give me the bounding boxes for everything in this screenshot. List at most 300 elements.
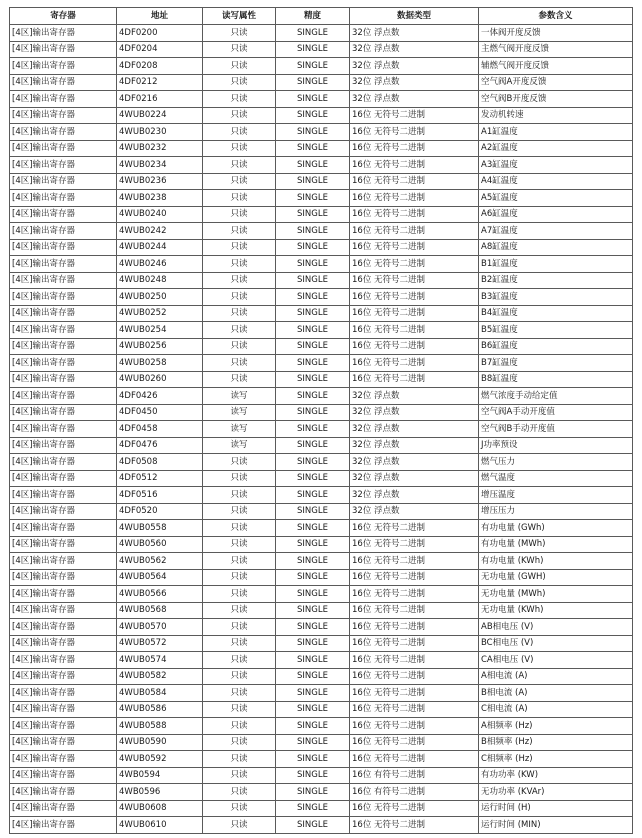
cell-precision: SINGLE xyxy=(276,322,350,339)
cell-address: 4WUB0570 xyxy=(117,619,203,636)
cell-precision: SINGLE xyxy=(276,635,350,652)
cell-address: 4WUB0586 xyxy=(117,701,203,718)
cell-meaning: 空气阀A手动开度值 xyxy=(479,404,633,421)
cell-meaning: A相电流 (A) xyxy=(479,668,633,685)
cell-precision: SINGLE xyxy=(276,388,350,405)
cell-meaning: 增压压力 xyxy=(479,503,633,520)
cell-access: 只读 xyxy=(203,239,276,256)
cell-data-type: 32位 浮点数 xyxy=(350,470,479,487)
cell-data-type: 32位 浮点数 xyxy=(350,404,479,421)
cell-access: 读写 xyxy=(203,388,276,405)
cell-precision: SINGLE xyxy=(276,553,350,570)
cell-precision: SINGLE xyxy=(276,124,350,141)
table-row xyxy=(10,157,633,174)
cell-precision: SINGLE xyxy=(276,74,350,91)
cell-register: [4区]输出寄存器 xyxy=(10,784,117,801)
cell-address: 4WUB0566 xyxy=(117,586,203,603)
cell-address: 4DF0512 xyxy=(117,470,203,487)
cell-register: [4区]输出寄存器 xyxy=(10,437,117,454)
cell-register: [4区]输出寄存器 xyxy=(10,652,117,669)
table-row xyxy=(10,404,633,421)
cell-data-type: 16位 无符号二进制 xyxy=(350,817,479,834)
cell-address: 4DF0508 xyxy=(117,454,203,471)
cell-address: 4WUB0590 xyxy=(117,734,203,751)
cell-data-type: 16位 无符号二进制 xyxy=(350,157,479,174)
cell-precision: SINGLE xyxy=(276,784,350,801)
cell-meaning: 燃气压力 xyxy=(479,454,633,471)
cell-precision: SINGLE xyxy=(276,140,350,157)
cell-precision: SINGLE xyxy=(276,734,350,751)
table-row xyxy=(10,25,633,42)
register-table xyxy=(9,7,633,834)
cell-address: 4WUB0258 xyxy=(117,355,203,372)
cell-precision: SINGLE xyxy=(276,25,350,42)
cell-register: [4区]输出寄存器 xyxy=(10,91,117,108)
cell-meaning: A8缸温度 xyxy=(479,239,633,256)
cell-data-type: 16位 无符号二进制 xyxy=(350,751,479,768)
cell-data-type: 32位 浮点数 xyxy=(350,421,479,438)
cell-data-type: 16位 无符号二进制 xyxy=(350,586,479,603)
cell-address: 4WUB0232 xyxy=(117,140,203,157)
cell-address: 4WUB0256 xyxy=(117,338,203,355)
cell-access: 只读 xyxy=(203,157,276,174)
cell-meaning: A3缸温度 xyxy=(479,157,633,174)
table-row xyxy=(10,289,633,306)
table-row xyxy=(10,701,633,718)
cell-precision: SINGLE xyxy=(276,751,350,768)
cell-data-type: 16位 有符号二进制 xyxy=(350,767,479,784)
cell-data-type: 16位 无符号二进制 xyxy=(350,718,479,735)
cell-register: [4区]输出寄存器 xyxy=(10,239,117,256)
cell-address: 4WUB0238 xyxy=(117,190,203,207)
cell-access: 只读 xyxy=(203,520,276,537)
cell-data-type: 16位 无符号二进制 xyxy=(350,289,479,306)
table-row xyxy=(10,74,633,91)
cell-register: [4区]输出寄存器 xyxy=(10,388,117,405)
cell-address: 4WUB0592 xyxy=(117,751,203,768)
cell-register: [4区]输出寄存器 xyxy=(10,569,117,586)
cell-meaning: 燃气浓度手动给定值 xyxy=(479,388,633,405)
header-precision: 精度 xyxy=(276,8,350,25)
table-row xyxy=(10,173,633,190)
cell-register: [4区]输出寄存器 xyxy=(10,338,117,355)
cell-precision: SINGLE xyxy=(276,800,350,817)
cell-precision: SINGLE xyxy=(276,289,350,306)
cell-meaning: 运行时间 (MIN) xyxy=(479,817,633,834)
cell-meaning: 运行时间 (H) xyxy=(479,800,633,817)
cell-register: [4区]输出寄存器 xyxy=(10,421,117,438)
cell-meaning: 主燃气阀开度反馈 xyxy=(479,41,633,58)
cell-meaning: 有功电量 (KWh) xyxy=(479,553,633,570)
cell-address: 4DF0212 xyxy=(117,74,203,91)
cell-address: 4WUB0572 xyxy=(117,635,203,652)
cell-data-type: 32位 浮点数 xyxy=(350,41,479,58)
cell-meaning: 辅燃气阀开度反馈 xyxy=(479,58,633,75)
cell-register: [4区]输出寄存器 xyxy=(10,553,117,570)
cell-register: [4区]输出寄存器 xyxy=(10,619,117,636)
cell-register: [4区]输出寄存器 xyxy=(10,685,117,702)
table-row xyxy=(10,487,633,504)
table-row xyxy=(10,107,633,124)
cell-data-type: 16位 无符号二进制 xyxy=(350,619,479,636)
cell-precision: SINGLE xyxy=(276,58,350,75)
cell-meaning: 有功功率 (KW) xyxy=(479,767,633,784)
cell-register: [4区]输出寄存器 xyxy=(10,454,117,471)
cell-data-type: 32位 浮点数 xyxy=(350,91,479,108)
header-meaning: 参数含义 xyxy=(479,8,633,25)
cell-precision: SINGLE xyxy=(276,586,350,603)
cell-register: [4区]输出寄存器 xyxy=(10,289,117,306)
cell-access: 只读 xyxy=(203,223,276,240)
table-row xyxy=(10,190,633,207)
header-register: 寄存器 xyxy=(10,8,117,25)
table-row xyxy=(10,685,633,702)
cell-meaning: B1缸温度 xyxy=(479,256,633,273)
cell-data-type: 16位 无符号二进制 xyxy=(350,140,479,157)
cell-register: [4区]输出寄存器 xyxy=(10,503,117,520)
cell-access: 只读 xyxy=(203,41,276,58)
cell-address: 4DF0516 xyxy=(117,487,203,504)
cell-address: 4WUB0250 xyxy=(117,289,203,306)
cell-precision: SINGLE xyxy=(276,536,350,553)
table-row xyxy=(10,140,633,157)
cell-data-type: 16位 无符号二进制 xyxy=(350,371,479,388)
table-row xyxy=(10,784,633,801)
table-row xyxy=(10,668,633,685)
table-row xyxy=(10,619,633,636)
cell-address: 4WUB0244 xyxy=(117,239,203,256)
cell-data-type: 16位 无符号二进制 xyxy=(350,800,479,817)
cell-precision: SINGLE xyxy=(276,454,350,471)
cell-precision: SINGLE xyxy=(276,41,350,58)
table-row xyxy=(10,355,633,372)
cell-precision: SINGLE xyxy=(276,652,350,669)
cell-address: 4WUB0260 xyxy=(117,371,203,388)
cell-meaning: AB相电压 (V) xyxy=(479,619,633,636)
cell-precision: SINGLE xyxy=(276,619,350,636)
cell-data-type: 16位 无符号二进制 xyxy=(350,602,479,619)
cell-address: 4DF0216 xyxy=(117,91,203,108)
cell-meaning: B4缸温度 xyxy=(479,305,633,322)
cell-register: [4区]输出寄存器 xyxy=(10,536,117,553)
cell-access: 只读 xyxy=(203,58,276,75)
cell-data-type: 16位 无符号二进制 xyxy=(350,206,479,223)
cell-address: 4WUB0560 xyxy=(117,536,203,553)
cell-register: [4区]输出寄存器 xyxy=(10,487,117,504)
cell-data-type: 16位 无符号二进制 xyxy=(350,652,479,669)
cell-address: 4WUB0242 xyxy=(117,223,203,240)
cell-access: 只读 xyxy=(203,305,276,322)
cell-address: 4DF0204 xyxy=(117,41,203,58)
table-row xyxy=(10,569,633,586)
cell-meaning: 有功电量 (MWh) xyxy=(479,536,633,553)
cell-access: 只读 xyxy=(203,536,276,553)
cell-address: 4DF0450 xyxy=(117,404,203,421)
cell-meaning: 发动机转速 xyxy=(479,107,633,124)
cell-address: 4DF0208 xyxy=(117,58,203,75)
cell-meaning: CA相电压 (V) xyxy=(479,652,633,669)
cell-meaning: B3缸温度 xyxy=(479,289,633,306)
cell-register: [4区]输出寄存器 xyxy=(10,25,117,42)
cell-data-type: 16位 无符号二进制 xyxy=(350,520,479,537)
cell-register: [4区]输出寄存器 xyxy=(10,602,117,619)
table-row xyxy=(10,734,633,751)
table-row xyxy=(10,41,633,58)
cell-address: 4WB0596 xyxy=(117,784,203,801)
cell-address: 4DF0520 xyxy=(117,503,203,520)
cell-address: 4WUB0608 xyxy=(117,800,203,817)
cell-register: [4区]输出寄存器 xyxy=(10,734,117,751)
cell-precision: SINGLE xyxy=(276,206,350,223)
cell-meaning: 有功电量 (GWh) xyxy=(479,520,633,537)
cell-meaning: J功率预设 xyxy=(479,437,633,454)
table-row xyxy=(10,322,633,339)
cell-data-type: 32位 浮点数 xyxy=(350,25,479,42)
cell-register: [4区]输出寄存器 xyxy=(10,74,117,91)
register-table-container xyxy=(9,7,633,834)
cell-meaning: C相电流 (A) xyxy=(479,701,633,718)
cell-access: 只读 xyxy=(203,355,276,372)
cell-data-type: 16位 无符号二进制 xyxy=(350,305,479,322)
cell-precision: SINGLE xyxy=(276,338,350,355)
cell-data-type: 16位 无符号二进制 xyxy=(350,272,479,289)
cell-register: [4区]输出寄存器 xyxy=(10,668,117,685)
cell-address: 4WUB0574 xyxy=(117,652,203,669)
table-row xyxy=(10,223,633,240)
cell-register: [4区]输出寄存器 xyxy=(10,635,117,652)
cell-register: [4区]输出寄存器 xyxy=(10,190,117,207)
cell-register: [4区]输出寄存器 xyxy=(10,173,117,190)
cell-data-type: 16位 有符号二进制 xyxy=(350,784,479,801)
cell-meaning: A7缸温度 xyxy=(479,223,633,240)
cell-access: 只读 xyxy=(203,619,276,636)
cell-access: 读写 xyxy=(203,437,276,454)
cell-register: [4区]输出寄存器 xyxy=(10,800,117,817)
cell-address: 4WUB0610 xyxy=(117,817,203,834)
cell-precision: SINGLE xyxy=(276,701,350,718)
cell-register: [4区]输出寄存器 xyxy=(10,58,117,75)
cell-address: 4WUB0584 xyxy=(117,685,203,702)
cell-register: [4区]输出寄存器 xyxy=(10,322,117,339)
cell-data-type: 32位 浮点数 xyxy=(350,487,479,504)
cell-address: 4WUB0234 xyxy=(117,157,203,174)
cell-access: 只读 xyxy=(203,817,276,834)
cell-access: 只读 xyxy=(203,470,276,487)
cell-register: [4区]输出寄存器 xyxy=(10,586,117,603)
cell-address: 4WUB0562 xyxy=(117,553,203,570)
cell-meaning: 空气阀A开度反馈 xyxy=(479,74,633,91)
cell-register: [4区]输出寄存器 xyxy=(10,41,117,58)
cell-address: 4WB0594 xyxy=(117,767,203,784)
cell-data-type: 32位 浮点数 xyxy=(350,454,479,471)
cell-register: [4区]输出寄存器 xyxy=(10,817,117,834)
cell-meaning: 无功电量 (GWH) xyxy=(479,569,633,586)
cell-access: 只读 xyxy=(203,751,276,768)
cell-access: 只读 xyxy=(203,272,276,289)
cell-access: 只读 xyxy=(203,107,276,124)
cell-precision: SINGLE xyxy=(276,602,350,619)
cell-precision: SINGLE xyxy=(276,157,350,174)
cell-precision: SINGLE xyxy=(276,272,350,289)
cell-precision: SINGLE xyxy=(276,421,350,438)
cell-precision: SINGLE xyxy=(276,223,350,240)
cell-precision: SINGLE xyxy=(276,107,350,124)
cell-register: [4区]输出寄存器 xyxy=(10,751,117,768)
cell-access: 只读 xyxy=(203,190,276,207)
cell-address: 4WUB0588 xyxy=(117,718,203,735)
cell-access: 只读 xyxy=(203,454,276,471)
cell-address: 4DF0458 xyxy=(117,421,203,438)
cell-precision: SINGLE xyxy=(276,767,350,784)
table-row xyxy=(10,91,633,108)
cell-precision: SINGLE xyxy=(276,718,350,735)
cell-address: 4WUB0230 xyxy=(117,124,203,141)
cell-meaning: 空气阀B手动开度值 xyxy=(479,421,633,438)
table-row xyxy=(10,503,633,520)
cell-meaning: 无功电量 (MWh) xyxy=(479,586,633,603)
cell-data-type: 16位 无符号二进制 xyxy=(350,338,479,355)
cell-meaning: A4缸温度 xyxy=(479,173,633,190)
table-row xyxy=(10,767,633,784)
cell-data-type: 16位 无符号二进制 xyxy=(350,256,479,273)
cell-register: [4区]输出寄存器 xyxy=(10,107,117,124)
cell-register: [4区]输出寄存器 xyxy=(10,767,117,784)
cell-access: 只读 xyxy=(203,668,276,685)
table-row xyxy=(10,586,633,603)
cell-meaning: B2缸温度 xyxy=(479,272,633,289)
cell-access: 只读 xyxy=(203,602,276,619)
table-row xyxy=(10,371,633,388)
cell-access: 只读 xyxy=(203,487,276,504)
cell-meaning: B6缸温度 xyxy=(479,338,633,355)
cell-access: 只读 xyxy=(203,767,276,784)
cell-access: 只读 xyxy=(203,338,276,355)
table-row xyxy=(10,800,633,817)
cell-meaning: B5缸温度 xyxy=(479,322,633,339)
cell-data-type: 16位 无符号二进制 xyxy=(350,124,479,141)
cell-address: 4WUB0252 xyxy=(117,305,203,322)
cell-data-type: 16位 无符号二进制 xyxy=(350,734,479,751)
cell-meaning: A5缸温度 xyxy=(479,190,633,207)
table-row xyxy=(10,124,633,141)
cell-access: 只读 xyxy=(203,586,276,603)
cell-precision: SINGLE xyxy=(276,470,350,487)
cell-data-type: 16位 无符号二进制 xyxy=(350,635,479,652)
cell-data-type: 32位 浮点数 xyxy=(350,437,479,454)
cell-register: [4区]输出寄存器 xyxy=(10,223,117,240)
cell-meaning: 空气阀B开度反馈 xyxy=(479,91,633,108)
cell-address: 4DF0200 xyxy=(117,25,203,42)
cell-meaning: A1缸温度 xyxy=(479,124,633,141)
cell-meaning: B7缸温度 xyxy=(479,355,633,372)
cell-register: [4区]输出寄存器 xyxy=(10,404,117,421)
cell-access: 只读 xyxy=(203,206,276,223)
cell-register: [4区]输出寄存器 xyxy=(10,701,117,718)
table-row xyxy=(10,305,633,322)
cell-access: 只读 xyxy=(203,652,276,669)
cell-meaning: A相频率 (Hz) xyxy=(479,718,633,735)
cell-data-type: 16位 无符号二进制 xyxy=(350,322,479,339)
cell-meaning: 燃气温度 xyxy=(479,470,633,487)
table-body xyxy=(10,25,633,834)
table-row xyxy=(10,635,633,652)
table-row xyxy=(10,388,633,405)
header-address: 地址 xyxy=(117,8,203,25)
cell-precision: SINGLE xyxy=(276,305,350,322)
table-row xyxy=(10,470,633,487)
cell-precision: SINGLE xyxy=(276,668,350,685)
table-row xyxy=(10,817,633,834)
cell-address: 4WUB0254 xyxy=(117,322,203,339)
cell-register: [4区]输出寄存器 xyxy=(10,305,117,322)
cell-meaning: B相电流 (A) xyxy=(479,685,633,702)
cell-access: 只读 xyxy=(203,569,276,586)
cell-data-type: 16位 无符号二进制 xyxy=(350,701,479,718)
table-row xyxy=(10,272,633,289)
cell-register: [4区]输出寄存器 xyxy=(10,157,117,174)
cell-precision: SINGLE xyxy=(276,239,350,256)
cell-meaning: A2缸温度 xyxy=(479,140,633,157)
cell-precision: SINGLE xyxy=(276,371,350,388)
cell-precision: SINGLE xyxy=(276,437,350,454)
cell-address: 4WUB0564 xyxy=(117,569,203,586)
table-row xyxy=(10,718,633,735)
cell-data-type: 16位 无符号二进制 xyxy=(350,355,479,372)
table-row xyxy=(10,454,633,471)
cell-access: 只读 xyxy=(203,553,276,570)
cell-access: 只读 xyxy=(203,91,276,108)
cell-address: 4WUB0224 xyxy=(117,107,203,124)
table-row xyxy=(10,751,633,768)
cell-meaning: C相频率 (Hz) xyxy=(479,751,633,768)
cell-meaning: 一体阀开度反馈 xyxy=(479,25,633,42)
cell-data-type: 16位 无符号二进制 xyxy=(350,569,479,586)
cell-register: [4区]输出寄存器 xyxy=(10,355,117,372)
cell-register: [4区]输出寄存器 xyxy=(10,140,117,157)
cell-register: [4区]输出寄存器 xyxy=(10,256,117,273)
cell-access: 只读 xyxy=(203,322,276,339)
table-row xyxy=(10,602,633,619)
cell-access: 只读 xyxy=(203,140,276,157)
cell-precision: SINGLE xyxy=(276,520,350,537)
header-access: 读写属性 xyxy=(203,8,276,25)
cell-precision: SINGLE xyxy=(276,817,350,834)
cell-access: 只读 xyxy=(203,718,276,735)
table-row xyxy=(10,536,633,553)
cell-register: [4区]输出寄存器 xyxy=(10,272,117,289)
cell-access: 只读 xyxy=(203,503,276,520)
cell-access: 只读 xyxy=(203,74,276,91)
cell-data-type: 16位 无符号二进制 xyxy=(350,553,479,570)
cell-data-type: 16位 无符号二进制 xyxy=(350,239,479,256)
cell-data-type: 32位 浮点数 xyxy=(350,58,479,75)
cell-data-type: 16位 无符号二进制 xyxy=(350,190,479,207)
table-header-row xyxy=(10,8,633,25)
cell-data-type: 16位 无符号二进制 xyxy=(350,685,479,702)
cell-data-type: 16位 无符号二进制 xyxy=(350,536,479,553)
cell-meaning: A6缸温度 xyxy=(479,206,633,223)
cell-precision: SINGLE xyxy=(276,569,350,586)
cell-access: 只读 xyxy=(203,25,276,42)
cell-access: 只读 xyxy=(203,371,276,388)
table-row xyxy=(10,338,633,355)
cell-address: 4DF0426 xyxy=(117,388,203,405)
cell-access: 只读 xyxy=(203,800,276,817)
cell-precision: SINGLE xyxy=(276,503,350,520)
cell-register: [4区]输出寄存器 xyxy=(10,206,117,223)
cell-precision: SINGLE xyxy=(276,685,350,702)
header-data-type: 数据类型 xyxy=(350,8,479,25)
